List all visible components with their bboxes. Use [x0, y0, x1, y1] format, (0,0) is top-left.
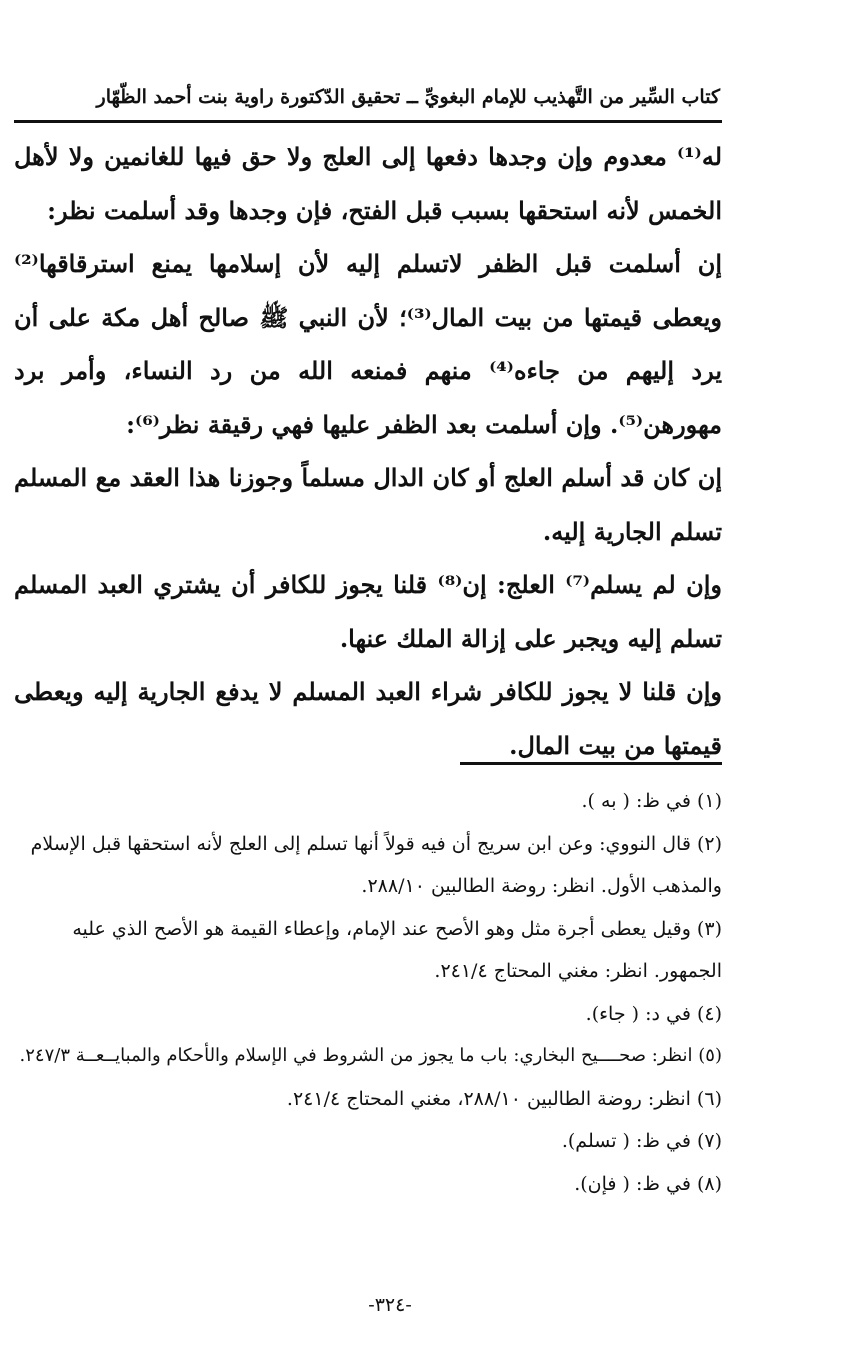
paragraph: إن أسلمت قبل الظفر لاتسلم إليه لأن إسلامها يمنع استرقاقها⁽²⁾ ويعطى قيمتها من بيت المال⁽³⁾؛ لأن النبي ﷺ صالح أهل مكة على أن يرد إليهم من جاءه⁽⁴⁾ منهم فمنعه الله من رد النساء، وأمر برد مهورهن⁽⁵⁾. وإن أسلمت بعد الظفر عليها فهي رقيقة نظر⁽⁶⁾:: [14, 249, 723, 439]
footnote: (٦) انظر: روضة الطالبين ٢٨٨/١٠، مغني المحتاج ٢٤١/٤.: [286, 1087, 722, 1110]
footnotes: [14, 780, 722, 1205]
paragraph: له⁽¹⁾ معدوم وإن وجدها دفعها إلى العلج ولا حق فيها للغانمين ولا لأهل الخمس لأنه استحقها بسبب قبل الفتح، فإن وجدها وقد أسلمت نظر:: [14, 142, 722, 225]
header-rule: [14, 120, 722, 123]
footnote: (٢) قال النووي: وعن ابن سريج أن فيه قولاً أنها تسلم إلى العلج لأنه استحقها قبل الإسلام والمذهب الأول. انظر: روضة الطالبين ٢٨٨/١٠.: [30, 832, 722, 897]
paragraph: وإن لم يسلم⁽⁷⁾ العلج: إن⁽⁸⁾ قلنا يجوز للكافر أن يشتري العبد المسلم تسلم إليه ويجبر على إزالة الملك عنها.: [14, 570, 722, 653]
running-header: كتاب السِّير من التَّهذيب للإمام البغويِّ ــ تحقيق الدّكتورة راوية بنت أحمد الظّهّار: [96, 86, 720, 108]
footnote-separator: [460, 762, 722, 765]
page-number: -٣٢٤-: [368, 1294, 412, 1316]
footnote: (٨) في ظ: ( فإن).: [574, 1172, 722, 1195]
paragraph: وإن قلنا لا يجوز للكافر شراء العبد المسلم لا يدفع الجارية إليه ويعطى قيمتها من بيت المال.: [14, 677, 722, 760]
footnote: (٣) وقيل يعطى أجرة مثل وهو الأصح عند الإمام، وإعطاء القيمة هو الأصح الذي عليه الجمهور. انظر: مغني المحتاج ٢٤١/٤.: [72, 917, 722, 982]
main-text: [14, 130, 722, 772]
footnote: (١) في ظ: ( به ).: [581, 790, 722, 812]
paragraph: إن كان قد أسلم العلج أو كان الدال مسلماً وجوزنا هذا العقد مع المسلم تسلم الجارية إليه.: [14, 463, 722, 546]
footnote: (٥) انظر: صحــــيح البخاري: باب ما يجوز من الشروط في الإسلام والأحكام والمبايــعــة ٢٤٧/٣.: [19, 1045, 722, 1066]
footnote: (٤) في د: ( جاء).: [585, 1002, 722, 1025]
footnote: (٧) في ظ: ( تسلم).: [561, 1130, 722, 1152]
